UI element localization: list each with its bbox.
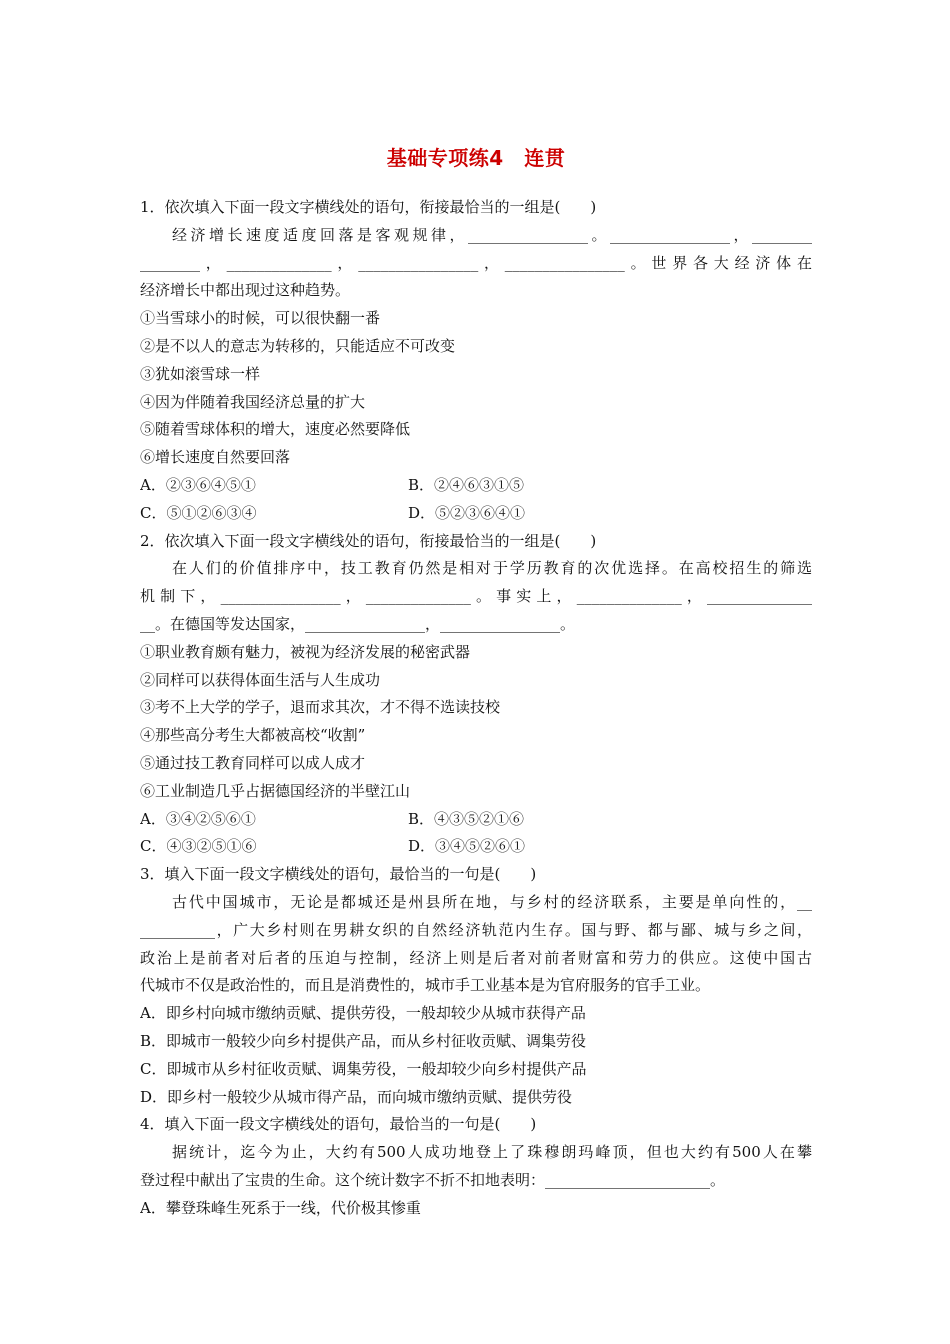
option-row (140, 833, 812, 861)
question-stem: 1．依次填入下面一段文字横线处的语句，衔接最恰当的一组是( ) (140, 198, 597, 216)
option-row (140, 472, 812, 500)
sentence-item: ③犹如滚雪球一样 (140, 364, 261, 383)
sentence-item: ⑥增长速度自然要回落 (140, 448, 291, 467)
option-row (140, 806, 812, 834)
question-2 (140, 528, 812, 862)
passage-line: 政治上是前者对后者的压迫与控制，经济上则是后者对前者财富和劳力的供应。这使中国古 (140, 948, 812, 967)
sentence-item: ⑥工业制造几乎占据德国经济的半壁江山 (140, 781, 411, 800)
passage-line: 代城市不仅是政治性的，而且是消费性的，城市手工业基本是为官府服务的官手工业。 (140, 976, 711, 995)
option-b: B．④③⑤②①⑥ (408, 809, 525, 828)
option-d: D．⑤②③⑥④① (408, 503, 526, 522)
sentence-item: ③考不上大学的学子，退而求其次，才不得不选读技校 (140, 698, 501, 717)
question-4 (140, 1111, 812, 1222)
sentence-item: ⑤随着雪球体积的增大，速度必然要降低 (140, 420, 411, 439)
sentence-item: ⑤通过技工教育同样可以成人成才 (140, 753, 366, 772)
question-1 (140, 194, 812, 528)
passage-line: 古代中国城市，无论是都城还是州县所在地，与乡村的经济联系，主要是单向性的，__ (172, 892, 812, 911)
page-title: 基础专项练4 连贯 (386, 146, 566, 170)
option-b: B．即城市一般较少向乡村提供产品，而从乡村征收贡赋、调集劳役 (140, 1031, 587, 1050)
option-a: A．③④②⑤⑥① (140, 809, 256, 828)
passage-line: 机制下，________________，______________。事实上，______________，______________ (140, 587, 812, 606)
option-a: A．②③⑥④⑤① (140, 475, 256, 494)
sentence-item: ④因为伴随着我国经济总量的扩大 (140, 392, 366, 411)
passage-line: 登过程中献出了宝贵的生命。这个统计数字不折不扣地表明：______________________。 (140, 1170, 726, 1189)
sentence-item: ①当雪球小的时候，可以很快翻一番 (140, 309, 381, 328)
passage-line: 经济增长中都出现过这种趋势。 (140, 281, 351, 300)
passage-line: 在人们的价值排序中，技工教育仍然是相对于学历教育的次优选择。在高校招生的筛选 (172, 559, 812, 578)
sentence-item: ②同样可以获得体面生活与人生成功 (140, 670, 381, 689)
option-c: C．即城市从乡村征收贡赋、调集劳役，一般却较少向乡村提供产品 (140, 1059, 587, 1078)
question-stem: 2．依次填入下面一段文字横线处的语句，衔接最恰当的一组是( ) (140, 531, 597, 550)
option-d: D．③④⑤②⑥① (408, 837, 526, 856)
option-b: B．②④⑥③①⑤ (408, 475, 525, 494)
document-page (140, 140, 812, 1222)
sentence-item: ④那些高分考生大都被高校“收割” (140, 726, 366, 745)
sentence-item: ②是不以人的意志为转移的，只能适应不可改变 (140, 336, 456, 355)
passage-line: ________，______________，________________，________________。世界各大经济体在 (140, 253, 812, 272)
option-a: A．攀登珠峰生死系于一线，代价极其惨重 (140, 1198, 421, 1217)
passage-line: __________，广大乡村则在男耕女织的自然经济轨范内生存。国与野、都与鄙、城与乡之间， (140, 920, 812, 939)
question-3 (140, 861, 812, 1111)
sentence-item: ①职业教育颇有魅力，被视为经济发展的秘密武器 (140, 642, 471, 661)
passage-line: 经济增长速度适度回落是客观规律，________________。________________，________ (172, 225, 812, 244)
option-d: D．即乡村一般较少从城市得产品，而向城市缴纳贡赋、提供劳役 (140, 1087, 573, 1106)
question-stem: 3．填入下面一段文字横线处的语句，最恰当的一句是( ) (140, 865, 537, 884)
option-a: A．即乡村向城市缴纳贡赋、提供劳役，一般却较少从城市获得产品 (140, 1004, 586, 1023)
passage-line: __。在德国等发达国家，________________，________________。 (140, 614, 576, 633)
question-stem: 4．填入下面一段文字横线处的语句，最恰当的一句是( ) (140, 1115, 537, 1134)
option-c: C．④③②⑤①⑥ (140, 837, 257, 856)
passage-line: 据统计，迄今为止，大约有500人成功地登上了珠穆朗玛峰顶，但也大约有500人在攀 (172, 1143, 812, 1162)
option-row (140, 500, 812, 528)
option-c: C．⑤①②⑥③④ (140, 503, 257, 522)
